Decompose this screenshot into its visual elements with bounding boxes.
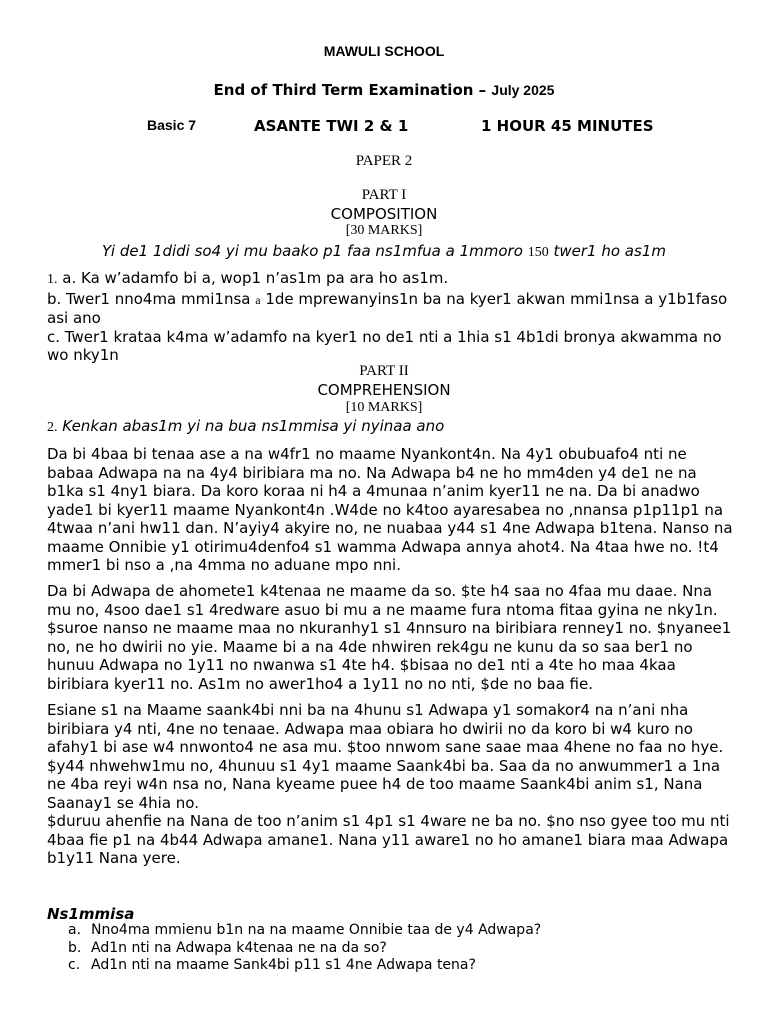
list-item: a. Nno4ma mmienu b1n na na maame Onnibie taa de y4 Adwapa?: [68, 922, 542, 938]
list-item: c. Ad1n nti na maame Sank4bi p11 s1 4ne Adwapa tena?: [68, 957, 476, 973]
duration-label: 1 HOUR 45 MINUTES: [481, 117, 654, 135]
part2-title: COMPREHENSION: [317, 381, 451, 399]
questions-title: Ns1mmisa: [47, 905, 135, 923]
part1-title: COMPOSITION: [330, 205, 438, 223]
instruction-text: Yi de1 1didi so4 yi mu baako p1 faa ns1mfua a 1mmoro: [102, 242, 523, 260]
question-number: 1.: [47, 272, 58, 287]
exam-title: [0, 81, 768, 99]
question-1-option-c: c. Twer1 krataa k4ma w’adamfo na kyer1 no de1 nti a 1hia s1 4b1di bronya akwamma no wo nky1n: [47, 327, 722, 364]
subject-label: ASANTE TWI 2 & 1: [254, 117, 409, 135]
part2-marks: [10 MARKS]: [345, 400, 423, 415]
question-1: [47, 269, 747, 365]
question-number: 2.: [47, 420, 58, 435]
paper-label: PAPER 2: [355, 153, 413, 169]
list-item: b. Ad1n nti na Adwapa k4tenaa ne na da so?: [68, 939, 387, 956]
exam-title-text: End of Third Term Examination –: [213, 81, 487, 99]
part1-marks: [30 MARKS]: [345, 223, 423, 238]
class-label: Basic 7: [147, 117, 197, 133]
passage-paragraph-1: Da bi 4baa bi tenaa ase a na w4fr1 no maame Nyankont4n. Na 4y1 obubuafo4 nti ne babaa Adwapa na na 4y4 biribiara ma no. Na Adwapa b4 ne ho mm4den y4 de1 ne na b1ka s1 4ny1 biara. Da koro koraa ni h4 a 4munaa n’anim kyer11 ne na. Da bi anadwo yade1 bi kyer11 maame Nyankont4n .W4de no k4too ayaresabea no ,nnansa p1p11p1 na 4twaa n’ani hw11 dan. N’ayiy4 akyire no, ne nuabaa y44 s1 4ne Adwapa b1tena. Nanso na maame Onnibie y1 otirimu4denfo4 s1 wamma Adwapa annya ahot4. Na 4taa hwe no. !t4 mmer1 bi nso a ,na 4mma no aduane mpo nni.: [47, 445, 733, 574]
exam-year: July 2025: [491, 82, 555, 98]
passage-paragraph-2: Da bi Adwapa de ahomete1 k4tenaa ne maame da so. $te h4 saa no 4faa mu daae. Nna mu no, 4soo dae1 s1 4redware asuo bi mu a ne maame fura ntoma fitaa gyina ne nky1n. $suroe nanso ne maame maa no nkuranhy1 s1 4nnsuro na biribiara renney1 no. $nyanee1 no, ne ho dwirii no yie. Maame bi a na 4de nhwiren rek4gu ne kunu da so saa ber1 no hunuu Adwapa no 1y11 no nwanwa s1 4te h4. $bisaa no de1 nti a 4te ho maa 4kaa biribiara kyer11 no. As1m no awer1ho4 a 1y11 no no nti, $de no baa fie.: [47, 582, 732, 693]
question-1-option-a: 1. a. Ka w’adamfo bi a, wop1 n’as1m pa ara ho as1m.: [47, 269, 449, 287]
passage-paragraph-3: Esiane s1 na Maame saank4bi nni ba na 4hunu s1 Adwapa y1 somakor4 na n’ani nha biribiara y4 nti, 4ne no tenaae. Adwapa maa obiara ho dwirii no da koro bi w4 kuro no afahy1 bi ase w4 nnwonto4 ne asa mu. $too nnwom sane saae maa 4hene no faa no hye. $y44 nhwehw1mu no, 4hunuu s1 4y1 maame Saank4bi ba. Saa da no anwummer1 a 1na ne 4ba reyi w4n nsa no, Nana kyeame puee h4 de too maame Saank4bi anim s1, Nana Saanay1 se 4hia no. $duruu ahenfie na Nana de too n’anim s1 4p1 s1 4ware ne ba no. $no nso gyee too mu nti 4baa fie p1 na 4b44 Adwapa amane1. Nana y11 aware1 no ho amane1 biara maa Adwapa b1y11 Nana yere.: [47, 701, 730, 867]
school-name: MAWULI SCHOOL: [323, 43, 445, 59]
instruction-text-end: twer1 ho as1m: [553, 242, 666, 260]
question-2-instruction: 2. Kenkan abas1m yi na bua ns1mmisa yi nyinaa ano: [47, 417, 445, 435]
questions-list: [68, 922, 541, 975]
question-1-option-b: b. Twer1 nno4ma mmi1nsa a 1de mprewanyins1n ba na kyer1 akwan mmi1nsa a y1b1faso asi ano: [47, 289, 728, 327]
word-count: 150: [527, 245, 549, 260]
part2-label: PART II: [359, 363, 409, 379]
part1-label: PART I: [361, 187, 407, 203]
part1-instruction: [0, 242, 768, 261]
